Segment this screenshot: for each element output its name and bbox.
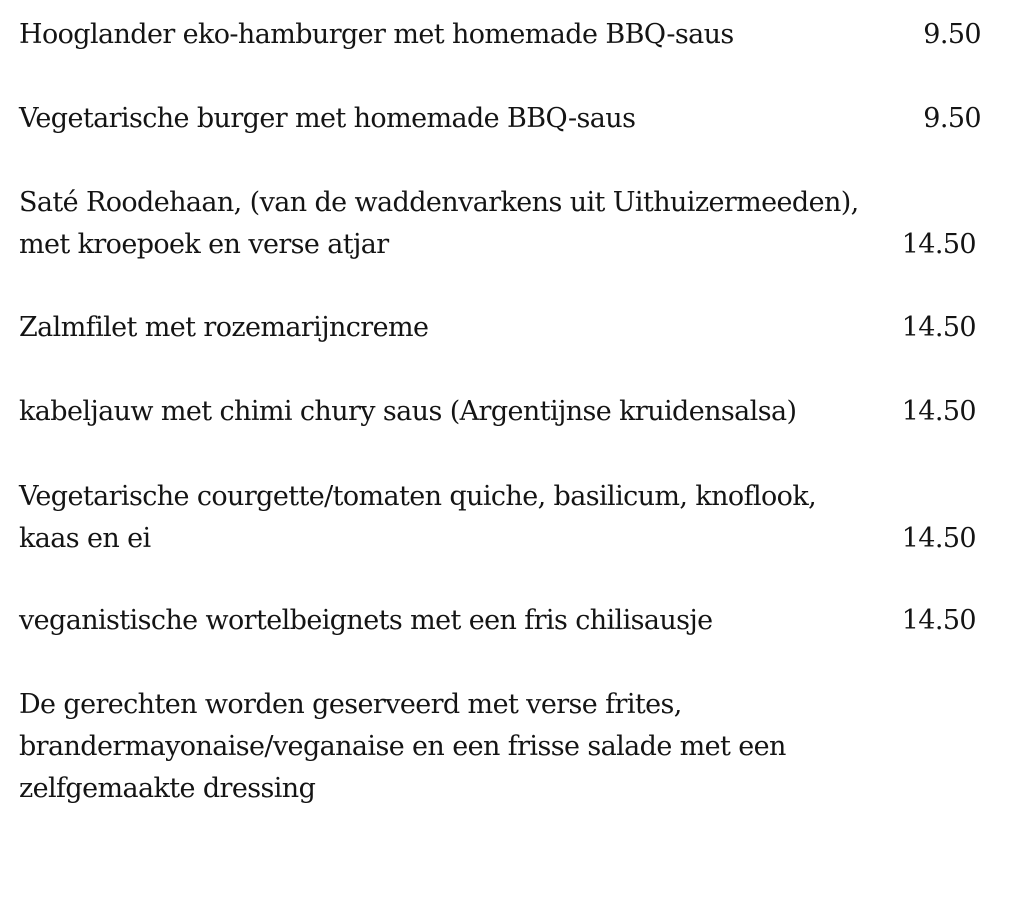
menu-item-price: 9.50 bbox=[923, 19, 981, 50]
menu-item-name-line: Saté Roodehaan, (van de waddenvarkens uit Uithuizermeeden), bbox=[19, 187, 859, 218]
menu-item-price: 14.50 bbox=[901, 312, 976, 343]
menu-item-price: 9.50 bbox=[923, 103, 981, 134]
menu-item-hooglander-burger bbox=[19, 14, 1009, 56]
menu-item-name bbox=[19, 307, 899, 349]
menu-item-name-line: kaas en ei bbox=[19, 523, 151, 554]
menu-item-price: 14.50 bbox=[901, 523, 976, 554]
menu-item-name bbox=[19, 391, 899, 433]
menu-item-name bbox=[19, 98, 899, 140]
menu-item-name bbox=[19, 14, 899, 56]
footer-line: De gerechten worden geserveerd met verse frites, bbox=[19, 689, 682, 720]
menu-item-sate-roodehaan bbox=[19, 182, 1009, 266]
menu-item-price: 14.50 bbox=[901, 396, 976, 427]
menu-item-name bbox=[19, 182, 899, 266]
menu-footer-note bbox=[19, 684, 919, 810]
menu-item-name-line: Vegetarische burger met homemade BBQ-saus bbox=[19, 103, 636, 134]
menu-item-name-line: kabeljauw met chimi chury saus (Argentijnse kruidensalsa) bbox=[19, 396, 797, 427]
menu-item-name bbox=[19, 600, 899, 642]
menu-item-name-line: veganistische wortelbeignets met een fris chilisausje bbox=[19, 605, 713, 636]
menu-item-zalmfilet bbox=[19, 307, 1009, 349]
menu-item-price: 14.50 bbox=[901, 229, 976, 260]
menu-item-name-line: Vegetarische courgette/tomaten quiche, basilicum, knoflook, bbox=[19, 481, 817, 512]
menu-item-vegetarische-quiche bbox=[19, 476, 1009, 560]
menu-item-vegetarische-burger bbox=[19, 98, 1009, 140]
menu-item-wortelbeignets bbox=[19, 600, 1009, 642]
menu-item-name-line: Hooglander eko-hamburger met homemade BBQ-saus bbox=[19, 19, 734, 50]
menu-item-name-line: met kroepoek en verse atjar bbox=[19, 229, 389, 260]
footer-line: zelfgemaakte dressing bbox=[19, 773, 316, 804]
menu-item-price: 14.50 bbox=[901, 605, 976, 636]
menu-item-name-line: Zalmfilet met rozemarijncreme bbox=[19, 312, 429, 343]
menu-item-kabeljauw bbox=[19, 391, 1009, 433]
footer-line: brandermayonaise/veganaise en een frisse salade met een bbox=[19, 731, 786, 762]
menu-item-name bbox=[19, 476, 899, 560]
